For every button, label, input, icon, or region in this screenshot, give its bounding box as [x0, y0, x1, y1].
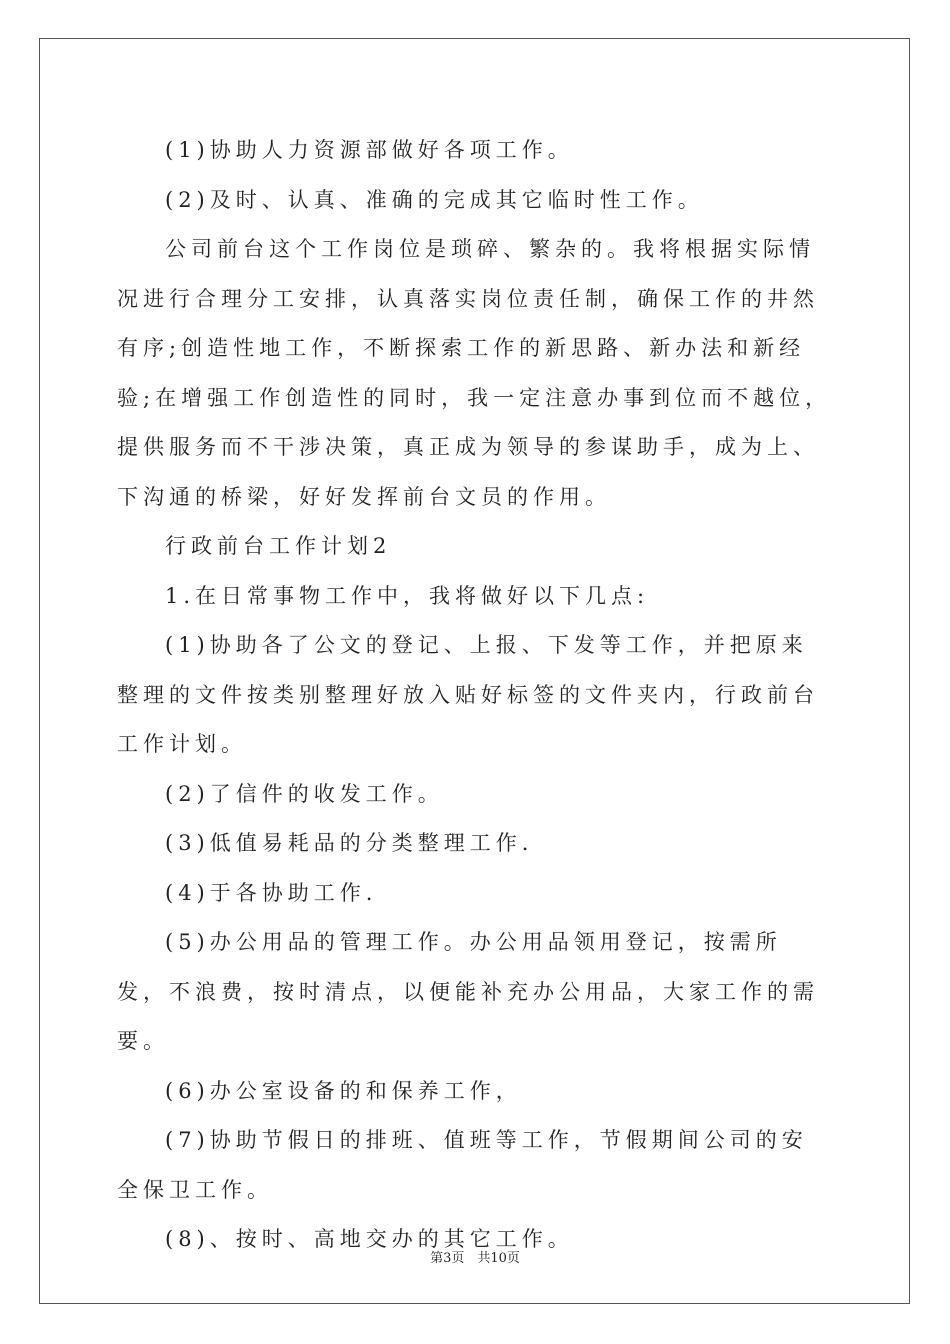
paragraph: (1)协助人力资源部做好各项工作。	[165, 138, 574, 162]
paragraph: (5)办公用品的管理工作。办公用品领用登记，按需所发，不浪费，按时清点，以便能补充办公用品，大家工作的需要。	[117, 930, 819, 1053]
paragraph: (2)了信件的收发工作。	[165, 781, 444, 806]
paragraph: 1.在日常事物工作中，我将做好以下几点:	[165, 583, 650, 608]
document-body	[117, 126, 833, 1265]
section-heading: 行政前台工作计划2	[165, 534, 392, 558]
paragraph: 公司前台这个工作岗位是琐碎、繁杂的。我将根据实际情况进行合理分工安排，认真落实岗位责任制，确保工作的井然有序;创造性地工作，不断探索工作的新思路、新办法和新经验;在增强工作创造性的同时，我一定注意办事到位而不越位，提供服务而不干涉决策，真正成为领导的参谋助手，成为上、下沟通的桥梁，好好发挥前台文员的作用。	[117, 237, 832, 509]
paragraph: (2)及时、认真、准确的完成其它临时性工作。	[165, 187, 704, 212]
paragraph: (8)、按时、高地交办的其它工作。	[165, 1227, 574, 1251]
paragraph: (4)于各协助工作.	[165, 880, 378, 905]
paragraph: (3)低值易耗品的分类整理工作.	[165, 831, 534, 855]
page-number: 第3页 共10页	[430, 1251, 520, 1266]
paragraph: (1)协助各了公文的登记、上报、下发等工作，并把原来整理的文件按类别整理好放入贴好标签的文件夹内，行政前台工作计划。	[117, 633, 819, 756]
paragraph: (6)办公室设备的和保养工作，	[165, 1078, 522, 1103]
paragraph: (7)协助节假日的排班、值班等工作，节假期间公司的安全保卫工作。	[117, 1128, 808, 1202]
